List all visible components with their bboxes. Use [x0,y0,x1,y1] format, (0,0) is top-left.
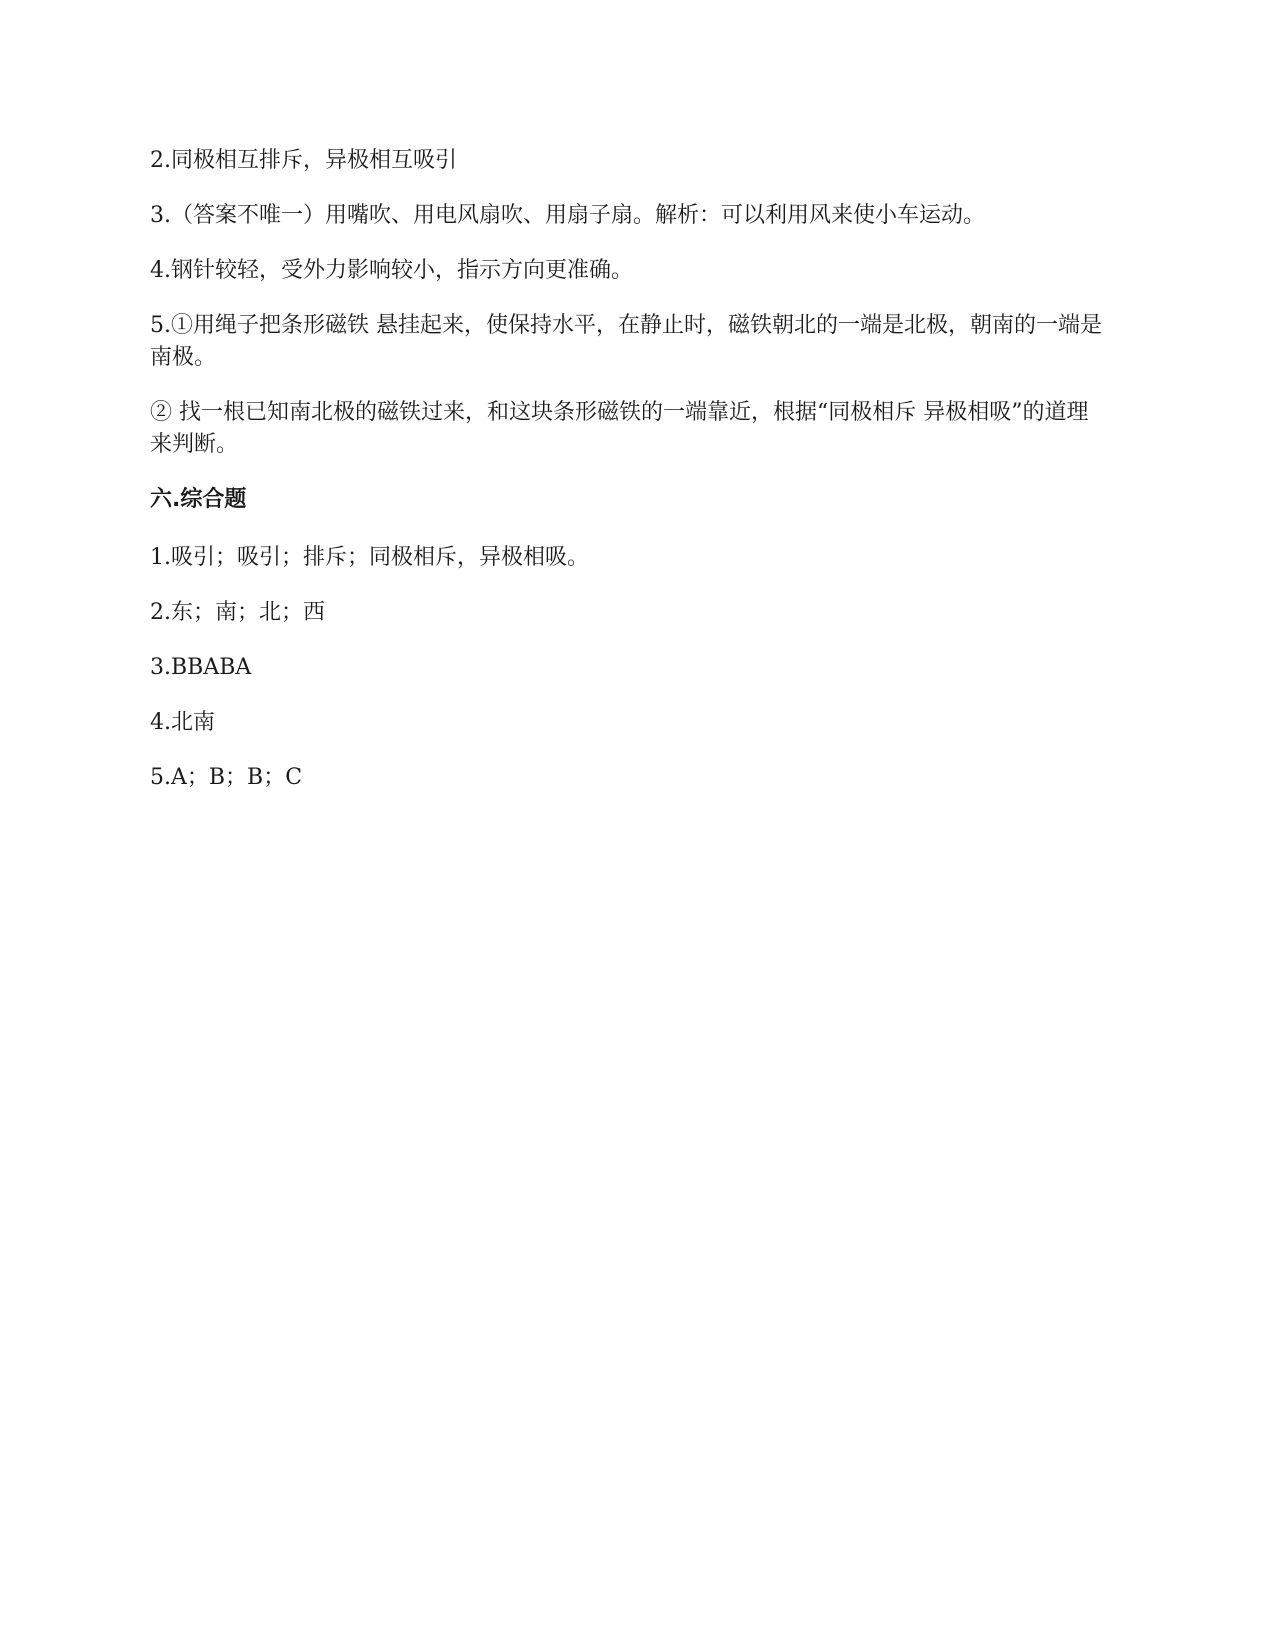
answer-item: 1.吸引；吸引；排斥；同极相斥，异极相吸。 [150,545,589,570]
answer-item: 5.①用绳子把条形磁铁 悬挂起来，使保持水平，在静止时，磁铁朝北的一端是北极，朝南的一端是南极。 [150,313,1102,370]
answer-section-continued [150,145,1110,461]
answer-item: 4.北南 [150,710,215,735]
comprehensive-answers [150,542,1110,794]
answer-item: ② 找一根已知南北极的磁铁过来，和这块条形磁铁的一端靠近，根据“同极相斥 异极相吸”的道理来判断。 [150,400,1089,457]
answer-item: 3.BBABA [150,655,252,680]
answer-item: 5.A；B；B；C [150,765,303,790]
answer-item: 2.同极相互排斥，异极相互吸引 [150,148,457,173]
document-page [150,145,1110,817]
answer-item: 4.钢针较轻，受外力影响较小，指示方向更准确。 [150,258,633,283]
answer-item: 3.（答案不唯一）用嘴吹、用电风扇吹、用扇子扇。解析：可以利用风来使小车运动。 [150,203,985,228]
section-heading: 六.综合题 [150,487,247,512]
answer-item: 2.东；南；北；西 [150,600,325,625]
